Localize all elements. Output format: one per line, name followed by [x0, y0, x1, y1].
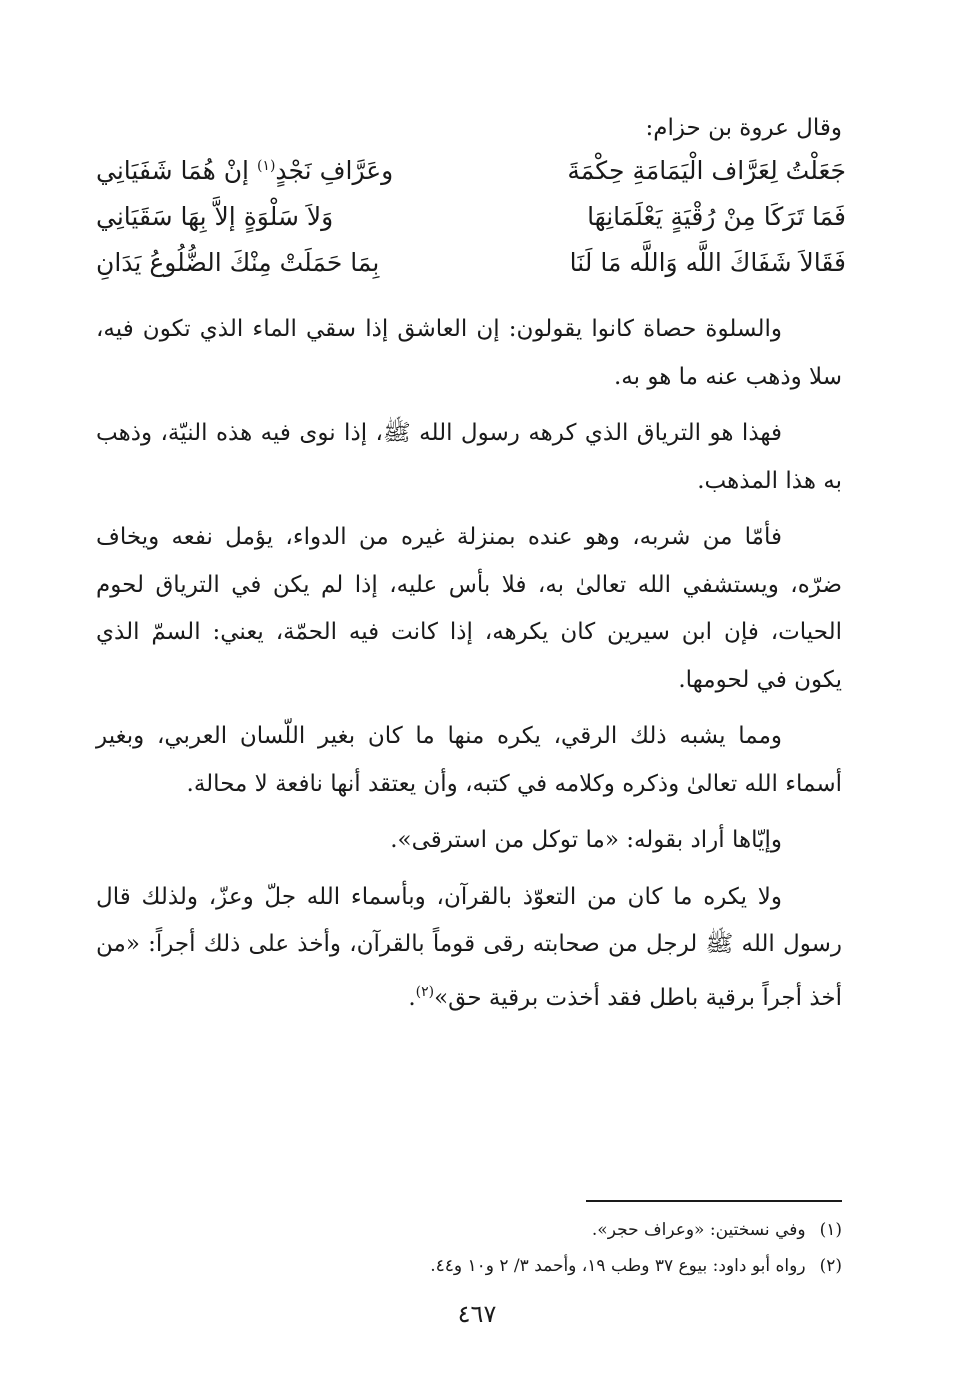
poem-verse [96, 196, 846, 242]
verse-first-hemistich: جَعَلْتُ لِعَرَّاف الْيَمَامَةِ حِكْمَةَ [567, 156, 846, 185]
poem-verse [96, 150, 846, 196]
hemistich-text: وعَرَّافِ نَجْدٍ [275, 156, 394, 185]
verse-first-hemistich: فَقَالاَ شَفَاكَ اللَّه وَاللَّه مَا لَنَا [569, 248, 846, 277]
paragraph: وإيّاها أراد بقوله: «ما توكل من استرقى». [390, 827, 782, 853]
poem-verse [96, 242, 846, 288]
verse-second-hemistich [96, 156, 456, 185]
paragraph-text: ولا يكره ما كان من التعوّذ بالقرآن، وبأسماء الله جلّ وعزّ، ولذلك قال رسول الله ﷺ لرجل من صحابته رقى قوماً بالقرآن، وأخذ على ذلك أجراً: «من أخذ أجراً برقية باطل فقد أخذت برقية حق» [96, 883, 842, 1011]
body-text [96, 306, 842, 1031]
paragraph: فأمّا من شربه، وهو عنده بمنزلة غيره من الدواء، يؤمل نفعه ويخاف ضرّه، ويستشفي الله تعالىٰ به، فلا بأس عليه، إذا لم يكن في الترياق لحوم الحيات، فإن ابن سيرين كان يكرهه، إذا كانت فيه الحمّة، يعني: السمّ الذي يكون في لحومها. [96, 524, 842, 693]
paragraph [96, 874, 842, 1023]
footnote-marker: (٢) [415, 983, 435, 1000]
footnote [102, 1212, 842, 1248]
verse-second-hemistich [96, 248, 456, 277]
footnote [102, 1248, 842, 1284]
hemistich-text: وَلاَ سَلْوَةٍ إلاَّ بِهَا سَقَيَانِي [96, 202, 334, 231]
footnotes [102, 1212, 842, 1284]
footnote-number: (٢) [819, 1256, 842, 1276]
paragraph: فهذا هو الترياق الذي كرهه رسول الله ﷺ، إذا نوى فيه هذه النيّة، وذهب به هذا المذهب. [96, 420, 842, 494]
page-number: ٤٦٧ [457, 1300, 497, 1328]
poem [96, 150, 846, 288]
hemistich-text: بِمَا حَمَلَتْ مِنْكَ الضُّلُوعُ يَدَانِ [96, 248, 380, 277]
poem-introduction: وقال عروة بن حزام: [645, 115, 842, 141]
paragraph-end: . [408, 984, 416, 1011]
verse-first-hemistich: فَمَا تَرَكَا مِنْ رُقْيَةٍ يَعْلَمَانِهَا [587, 202, 846, 231]
paragraph: ومما يشبه ذلك الرقي، يكره منها ما كان بغير اللّسان العربي، وبغير أسماء الله تعالىٰ وذكره وكلامه في كتبه، وأن يعتقد أنها نافعة لا محالة. [96, 723, 842, 797]
hemistich-text: إنْ هُمَا شَفَيَانِي [96, 156, 257, 185]
footnote-separator [586, 1200, 842, 1202]
footnote-number: (١) [819, 1220, 842, 1240]
footnote-marker: (١) [256, 158, 276, 174]
footnote-text: رواه أبو داود: بيوع ٣٧ وطب ١٩، وأحمد ٣/ ٢ و١٠ و٤٤. [430, 1256, 806, 1276]
paragraph: والسلوة حصاة كانوا يقولون: إن العاشق إذا سقي الماء الذي تكون فيه، سلا وذهب عنه ما هو به. [96, 316, 842, 390]
footnote-text: وفي نسختين: «وعراف حجر». [591, 1220, 806, 1240]
verse-second-hemistich [96, 202, 456, 231]
